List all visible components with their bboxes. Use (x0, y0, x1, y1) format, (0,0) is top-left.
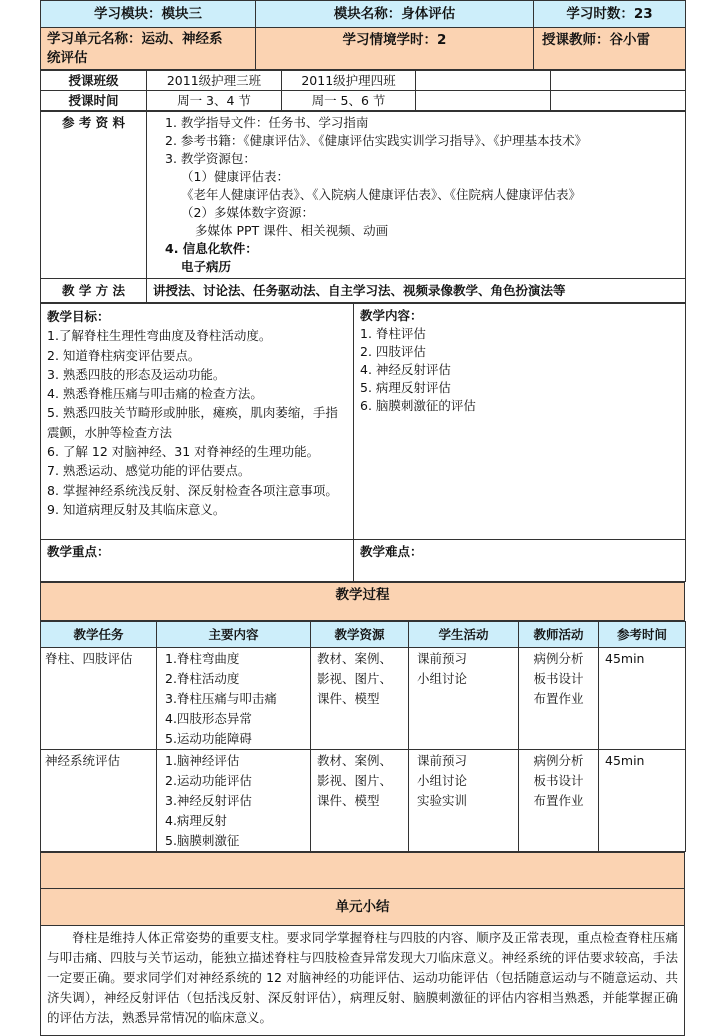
objective-item: 2. 知道脊柱病变评估要点。 (47, 347, 201, 363)
methods-label: 教 学 方 法 (41, 279, 147, 303)
content-item: 6. 脑膜刺激征的评估 (360, 398, 476, 413)
reference-item: （1）健康评估表： (181, 169, 289, 184)
teacher-line: 病例分析 (533, 651, 584, 666)
summary-table (40, 852, 685, 1036)
column-header-content: 主要内容 (157, 622, 311, 648)
process-title: 教学过程 (41, 583, 685, 621)
key-points-label: 教学重点： (41, 540, 354, 582)
teacher-line: 板书设计 (533, 773, 584, 788)
content-item: 4. 神经反射评估 (360, 362, 451, 377)
reference-item: 4. 信息化软件： (165, 241, 258, 256)
summary-title: 单元小结 (41, 889, 685, 926)
reference-item: 1. 教学指导文件：任务书、学习指南 (165, 115, 369, 130)
difficulties-label: 教学难点： (354, 540, 686, 582)
content-line: 1.脊柱弯曲度 (165, 651, 240, 666)
methods-value: 讲授法、讨论法、任务驱动法、自主学习法、视频录像教学、角色扮演法等 (147, 279, 686, 303)
objective-item: 1.了解脊柱生理性弯曲度及脊柱活动度。 (47, 328, 272, 344)
student-line: 小组讨论 (417, 773, 468, 788)
row-resources (311, 750, 409, 852)
teacher-line: 病例分析 (533, 753, 584, 768)
process-title-table (40, 582, 685, 621)
content-line: 2.脊柱活动度 (165, 671, 240, 686)
student-line: 课前预习 (417, 651, 468, 666)
contents-cell (354, 304, 686, 540)
row-teacher (519, 648, 599, 750)
summary-text: 脊柱是维持人体正常姿势的重要支柱。要求同学掌握脊柱与四肢的内容、顺序及正常表现，重点检查脊柱压痛与叩击痛、四肢与关节运动，能独立描述脊柱与四肢检查异常发现大刀临床意义。神经系统的评估要求较高，手法一定要正确。要求同学们对神经系统的 12 对脑神经的功能评估、运动功能评估（包括随意运动与不随意运动、共济失调），神经反射评估（包括浅反射、深反射评估），病理反射、脑膜刺激征的评估内容相当熟悉，并能掌握正确的评估方法，熟悉异常情况的临床意义。 (41, 926, 685, 1036)
row-time: 45min (599, 750, 686, 852)
resource-line: 教材、案例、 (317, 651, 393, 666)
reference-item: 多媒体 PPT 课件、相关视频、动画 (195, 223, 389, 238)
module-name: 模块名称：身体评估 (256, 1, 534, 28)
content-item: 1. 脊柱评估 (360, 326, 426, 341)
study-hours: 学习时数：23 (534, 1, 686, 28)
student-line: 课前预习 (417, 753, 468, 768)
time-value-1: 周一 3、4 节 (147, 91, 282, 111)
objective-item: 4. 熟悉脊椎压痛与叩击痛的检查方法。 (47, 386, 263, 402)
objective-item: 7. 熟悉运动、感觉功能的评估要点。 (47, 463, 251, 479)
schedule-table (40, 70, 686, 111)
teacher-line: 板书设计 (533, 671, 584, 686)
content-line: 5.运动功能障碍 (165, 731, 252, 746)
class-value-1: 2011级护理三班 (147, 71, 282, 91)
column-header-task: 教学任务 (41, 622, 157, 648)
objective-item: 5. 熟悉四肢关节畸形或肿胀，瘫痪，肌肉萎缩，手指震颤，水肿等检查方法 (47, 405, 338, 440)
row-resources (311, 648, 409, 750)
content-line: 4.病理反射 (165, 813, 227, 828)
summary-spacer (41, 853, 685, 889)
resource-line: 课件、模型 (317, 691, 380, 706)
reference-item: 3. 教学资源包： (165, 151, 256, 166)
objective-item: 6. 了解 12 对脑神经、31 对脊神经的生理功能。 (47, 444, 320, 460)
content-item: 5. 病理反射评估 (360, 380, 451, 395)
situation-hours: 学习情境学时：2 (256, 28, 534, 70)
header-table (40, 0, 686, 70)
row-content (157, 750, 311, 852)
teacher-line: 布置作业 (533, 691, 584, 706)
row-teacher (519, 750, 599, 852)
content-line: 2.运动功能评估 (165, 773, 252, 788)
module-label: 学习模块：模块三 (41, 1, 256, 28)
reference-item: 《老年人健康评估表》、《入院病人健康评估表》、《住院病人健康评估表》 (181, 187, 582, 202)
content-line: 1.脑神经评估 (165, 753, 240, 768)
content-line: 3.脊柱压痛与叩击痛 (165, 691, 277, 706)
content-item: 2. 四肢评估 (360, 344, 426, 359)
time-empty-cell (551, 91, 686, 111)
class-empty-cell (551, 71, 686, 91)
row-content (157, 648, 311, 750)
resource-line: 影视、图片、 (317, 671, 393, 686)
teacher-line: 布置作业 (533, 793, 584, 808)
class-label: 授课班级 (41, 71, 147, 91)
resource-line: 教材、案例、 (317, 753, 393, 768)
column-header-teacher: 教师活动 (519, 622, 599, 648)
unit-name: 学习单元名称：运动、神经系统评估 (41, 28, 256, 70)
resource-line: 课件、模型 (317, 793, 380, 808)
time-label: 授课时间 (41, 91, 147, 111)
content-line: 4.四肢形态异常 (165, 711, 252, 726)
student-line: 小组讨论 (417, 671, 468, 686)
objectives-cell (41, 304, 354, 540)
process-row (41, 648, 686, 750)
references-table (40, 111, 686, 303)
column-header-resources: 教学资源 (311, 622, 409, 648)
references-list (147, 112, 686, 279)
content-line: 5.脑膜刺激征 (165, 833, 240, 848)
process-table (40, 621, 686, 852)
objective-item: 9. 知道病理反射及其临床意义。 (47, 501, 226, 517)
references-label: 参 考 资 料 (41, 112, 147, 279)
column-header-time: 参考时间 (599, 622, 686, 648)
objectives-label: 教学目标： (47, 309, 110, 324)
row-student (409, 750, 519, 852)
teacher-name: 授课教师：谷小雷 (534, 28, 686, 70)
reference-item: 电子病历 (181, 259, 232, 274)
content-line: 3.神经反射评估 (165, 793, 252, 808)
reference-item: 2. 参考书籍：《健康评估》、《健康评估实践实训学习指导》、《护理基本技术》 (165, 133, 588, 148)
objective-item: 3. 熟悉四肢的形态及运动功能。 (47, 366, 226, 382)
student-line: 实验实训 (417, 793, 468, 808)
row-task: 神经系统评估 (41, 750, 157, 852)
time-value-2: 周一 5、6 节 (282, 91, 416, 111)
reference-item: （2）多媒体数字资源： (181, 205, 314, 220)
time-empty-cell (416, 91, 551, 111)
teaching-plan-page (40, 0, 685, 1036)
process-row (41, 750, 686, 852)
row-student (409, 648, 519, 750)
row-task: 脊柱、四肢评估 (41, 648, 157, 750)
row-time: 45min (599, 648, 686, 750)
objective-item: 8. 掌握神经系统浅反射、深反射检查各项注意事项。 (47, 482, 338, 498)
column-header-student: 学生活动 (409, 622, 519, 648)
objectives-table (40, 303, 686, 582)
class-empty-cell (416, 71, 551, 91)
resource-line: 影视、图片、 (317, 773, 393, 788)
class-value-2: 2011级护理四班 (282, 71, 416, 91)
contents-label: 教学内容： (360, 308, 423, 323)
